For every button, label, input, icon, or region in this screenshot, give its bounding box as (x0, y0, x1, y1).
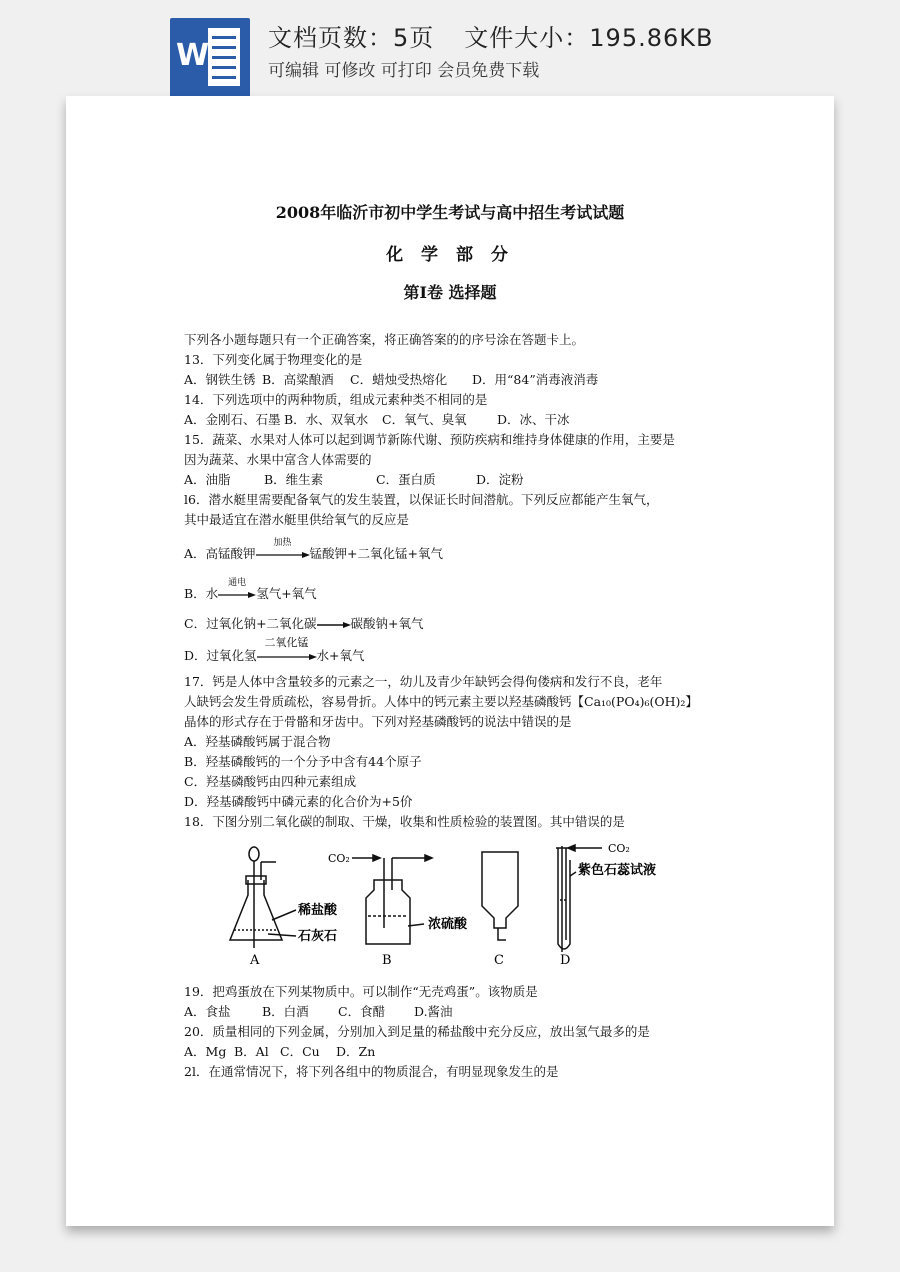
file-size: 文件大小：195.86KB (464, 24, 714, 52)
word-document-icon: W (170, 18, 250, 98)
option: A．Mg (184, 1044, 227, 1059)
option: B．维生素 (264, 472, 324, 487)
page-count: 文档页数：5页 (268, 24, 435, 52)
question-19-options (184, 1002, 784, 1022)
question-16-line-1: l6．潜水艇里需要配备氧气的发生装置，以保证长时间潜航。下列反应都能产生氧气， (184, 492, 659, 507)
question-14: 14．下列选项中的两种物质，组成元素种类不相同的是 (184, 392, 488, 407)
question-20: 20．质量相同的下列金属，分别加入到足量的稀盐酸中充分反应，放出氢气最多的是 (184, 1024, 650, 1039)
question-15-line-1: 15．蔬菜、水果对人体可以起到调节新陈代谢、预防疾病和维持身体健康的作用，主要是 (184, 432, 675, 447)
feature-list: 可编辑 可修改 可打印 会员免费下载 (268, 61, 540, 81)
exam-title: 2008年临沂市初中学生考试与高中招生考试试题 (275, 203, 625, 222)
instructions: 下列各小题每题只有一个正确答案，将正确答案的的序号涂在答题卡上。 (184, 332, 585, 347)
question-17-line-2: 人缺钙会发生骨质疏松，容易骨折。人体中的钙元素主要以羟基磷酸钙【Ca₁₀(PO₄)₆(OH)₂】 (184, 694, 698, 709)
question-15-line-2: 因为蔬菜、水果中富含人体需要的 (184, 452, 372, 467)
option: C．蜡烛受热熔化 (350, 372, 448, 387)
question-13-options (184, 370, 784, 390)
co2-label-b: CO₂ (328, 852, 350, 865)
question-18: 18．下图分别二氧化碳的制取、干燥，收集和性质检验的装置图。其中错误的是 (184, 814, 625, 829)
label-sulfuric-acid: 浓硫酸 (428, 917, 468, 932)
figure-letter: B (382, 953, 392, 968)
question-17-option-a: A．羟基磷酸钙属于混合物 (184, 734, 331, 749)
apparatus-figure (224, 840, 784, 976)
arrow-icon: 加热 (256, 545, 310, 565)
option: C．氧气、臭氧 (382, 412, 467, 427)
question-15-options (184, 470, 784, 490)
option: A．油脂 (184, 472, 231, 487)
figure-letter: D (560, 953, 571, 968)
question-17-line-1: 17．钙是人体中含量较多的元素之一，幼儿及青少年缺钙会得佝偻病和发行不良，老年 (184, 674, 663, 689)
option: D．冰、干冰 (497, 412, 570, 427)
option: D．用“84”消毒液消毒 (472, 372, 599, 387)
question-16-line-2: 其中最适宜在潜水艇里供给氧气的反应是 (184, 512, 410, 527)
question-14-options (184, 410, 784, 430)
label-hcl: 稀盐酸 (298, 903, 338, 918)
question-body (184, 330, 784, 1082)
label-litmus: 紫色石蕊试液 (578, 863, 657, 878)
arrow-icon (317, 615, 351, 635)
question-19: 19．把鸡蛋放在下列某物质中。可以制作“无壳鸡蛋”。该物质是 (184, 984, 538, 999)
figure-letter: C (494, 953, 504, 968)
reaction-c: C．过氧化钠+二氧化碳 碳酸钠+氧气 (184, 614, 784, 634)
option: B．Al (234, 1044, 269, 1059)
option: B．高粱酿酒 (262, 372, 334, 387)
apparatus-b (352, 855, 432, 944)
file-meta (268, 18, 713, 53)
arrow-icon: 二氧化锰 (257, 647, 317, 667)
question-20-options (184, 1042, 784, 1062)
apparatus-a (230, 847, 296, 948)
reaction-a: A．高锰酸钾 加热 锰酸钾+二氧化锰+氧气 (184, 544, 784, 564)
option: C．Cu (280, 1044, 320, 1059)
document-page (66, 96, 834, 1226)
reaction-b: B．水 通电 氢气+氧气 (184, 584, 784, 604)
question-17-line-3: 晶体的形式存在于骨骼和牙齿中。下列对羟基磷酸钙的说法中错误的是 (184, 714, 572, 729)
reaction-d: D．过氧化氢 二氧化锰 水+氧气 (184, 646, 784, 666)
download-header (0, 0, 900, 100)
option: D.酱油 (414, 1004, 453, 1019)
section-heading: 第Ⅰ卷 选择题 (403, 283, 497, 302)
option: A．金刚石、石墨 (184, 412, 281, 427)
option: B．白酒 (262, 1004, 309, 1019)
question-13: 13．下列变化属于物理变化的是 (184, 352, 363, 367)
arrow-icon: 通电 (218, 585, 256, 605)
question-17-option-c: C．羟基磷酸钙由四种元素组成 (184, 774, 357, 789)
label-limestone: 石灰石 (298, 929, 338, 944)
option: C．蛋白质 (376, 472, 436, 487)
question-17-option-b: B．羟基磷酸钙的一个分予中含有44个原子 (184, 754, 422, 769)
subject-heading: 化 学 部 分 (386, 245, 514, 265)
apparatus-d (556, 845, 602, 952)
option: D．Zn (336, 1044, 376, 1059)
option: B．水、双氧水 (284, 412, 369, 427)
question-21: 2l．在通常情况下，将下列各组中的物质混合，有明显现象发生的是 (184, 1064, 559, 1079)
apparatus-c (482, 852, 518, 940)
question-17-option-d: D．羟基磷酸钙中磷元素的化合价为+5价 (184, 794, 413, 809)
figure-letter: A (250, 953, 260, 968)
option: D．淀粉 (476, 472, 524, 487)
option: C．食醋 (338, 1004, 386, 1019)
option: A．钢铁生锈 (184, 372, 256, 387)
co2-label-d: CO₂ (608, 842, 630, 855)
option: A．食盐 (184, 1004, 231, 1019)
